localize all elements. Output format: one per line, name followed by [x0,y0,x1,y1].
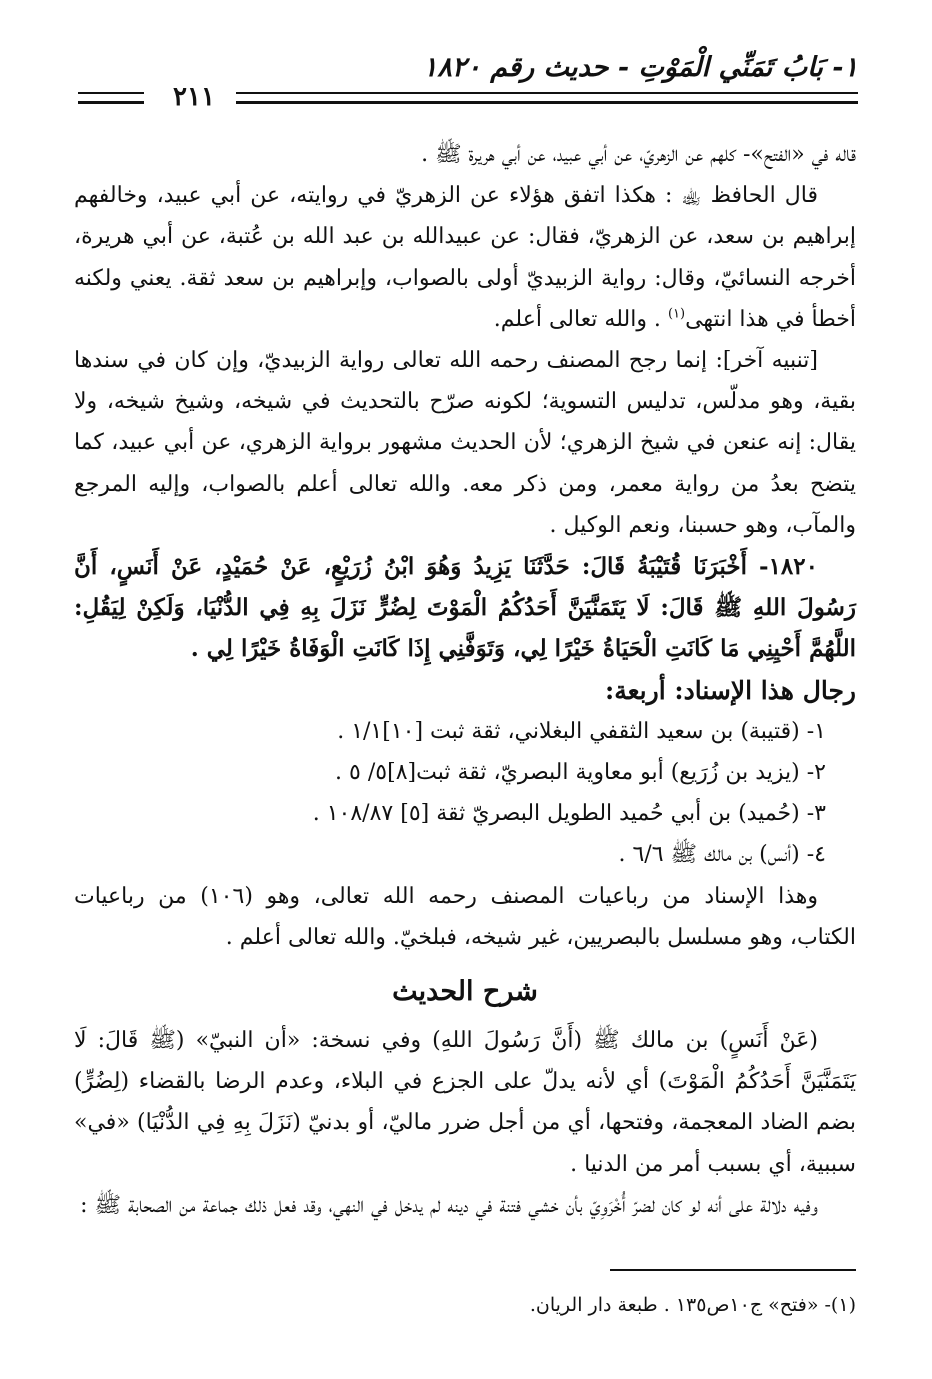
page-header [78,52,858,112]
main-text [74,134,856,1226]
page-number: ٢١١ [173,82,215,112]
paragraph-2-tail: . والله تعالى أعلم. [493,306,661,332]
narrator-3: ٣- (حُميد) بن أبي حُميد الطويل البصريّ ثقة [٥] ١٠٨/٨٧ . [312,801,826,827]
narrators-heading: رجال هذا الإسناد: أربعة: [604,675,856,705]
paragraph-2 [74,175,856,340]
section-title: شرح الحديث [392,976,538,1008]
footnote-rule [610,1269,856,1271]
paragraph-1: قاله في «الفتح»- كلهم عن الزهريّ، عن أبي عبيد، عن أبي هريرة ﷺ . [421,142,856,167]
commentary-1: (عَنْ أَنَسٍ) بن مالك ﷺ (أَنَّ رَسُولَ اللهِ) وفي نسخة: «أن النبيّ» (ﷺ قَالَ: لَا يَتَمَنَّيَنَّ أَحَدُكُمُ الْمَوْتَ) أي لأنه يدلّ على الجزع في البلاء، وعدم الرضا بالقضاء (لِضُرٍّ) بضم الضاد المعجمة، وفتحها، أي من أجل ضرر ماليّ، أو بدنيّ (نَزَلَ بِهِ فِي الدُّنْيَا) «في» سببية، أي بسبب أمر من الدنيا . [74,1028,856,1177]
narrator-2: ٢- (يزيد بن زُرَيع) أبو معاوية البصريّ، ثقة ثبت[٨]٥/ ٥ . [335,760,826,786]
commentary-2: وفيه دلالة على أنه لو كان لضرّ أُخْرَوِيّ بأن خشي فتنة في دينه لم يدخل في النهي، وقد فعل ذلك جماعة من الصحابة ﷺ : [80,1192,818,1218]
paragraph-2-text: قال الحافظ ﵀ : هكذا اتفق هؤلاء عن الزهريّ في روايته، عن أبي عبيد، وخالفهم إبراهيم بن سعد، عن الزهريّ، فقال: عن عبيدالله بن عبد الله بن عُتبة، عن أبي هريرة، أخرجه النسائيّ، وقال: رواية الزبيديّ أولى بالصواب، وإبراهيم بن سعد ثقة. يعني ولكنه أخطأ في هذا انتهى [74,183,856,332]
paragraph-note: [تنبيه آخر]: إنما رجح المصنف رحمه الله تعالى رواية الزبيديّ، وإن كان في سندها بقية، وهو مدلّس، تدليس التسوية؛ لكونه صرّح بالتحديث في شيخه، وشيخ شيخه، ولا يقال: إنه عنعن في شيخ الزهري؛ لأن الحديث مشهور برواية الزهري، عن أبي عبيد، كما يتضح بعدُ من رواية معمر، ومن ذكر معه. والله تعالى أعلم بالصواب، وإليه المرجع والمآب، وهو حسبنا، ونعم الوكيل . [74,348,856,538]
running-title: ١- بَابُ تَمَنِّي الْمَوْتِ - حديث رقم ١٨٢٠ [422,52,858,83]
header-rule-short [78,92,144,104]
narrator-1: ١- (قتيبة) بن سعيد الثقفي البغلاني، ثقة ثبت [١٠]١/١ . [337,718,826,744]
narrator-4: ٤- (أنس) بن مالك ﷺ ٦/٦ . [618,842,826,868]
isnad-note: وهذا الإسناد من رباعيات المصنف رحمه الله تعالى، وهو (١٠٦) من رباعيات الكتاب، وهو مسلسل بالبصريين، غير شيخه، فبلخيّ. والله تعالى أعلم . [74,883,856,950]
hadith-text: ١٨٢٠- أَخْبَرَنَا قُتَيْبَةُ قَالَ: حَدَّثَنَا يَزِيدُ وَهُوَ ابْنُ زُرَيْعٍ، عَنْ حُمَيْدٍ، عَنْ أَنَسٍ، أَنَّ رَسُولَ اللهِ ﷺ قَالَ: لَا يَتَمَنَّيَنَّ أَحَدُكُمُ الْمَوْتَ لِضُرٍّ نَزَلَ بِهِ فِي الدُّنْيَا، وَلَكِنْ لِيَقُلِ: اللَّهُمَّ أَحْيِنِي مَا كَانَتِ الْحَيَاةُ خَيْرًا لِي، وَتَوَفَّنِي إِذَا كَانَتِ الْوَفَاةُ خَيْرًا لِي . [74,553,856,663]
header-rule [236,92,858,104]
footnote: (١)- «فتح» ج١٠ص١٣٥ . طبعة دار الريان. [529,1294,856,1316]
footnote-marker: (١) [667,306,686,322]
